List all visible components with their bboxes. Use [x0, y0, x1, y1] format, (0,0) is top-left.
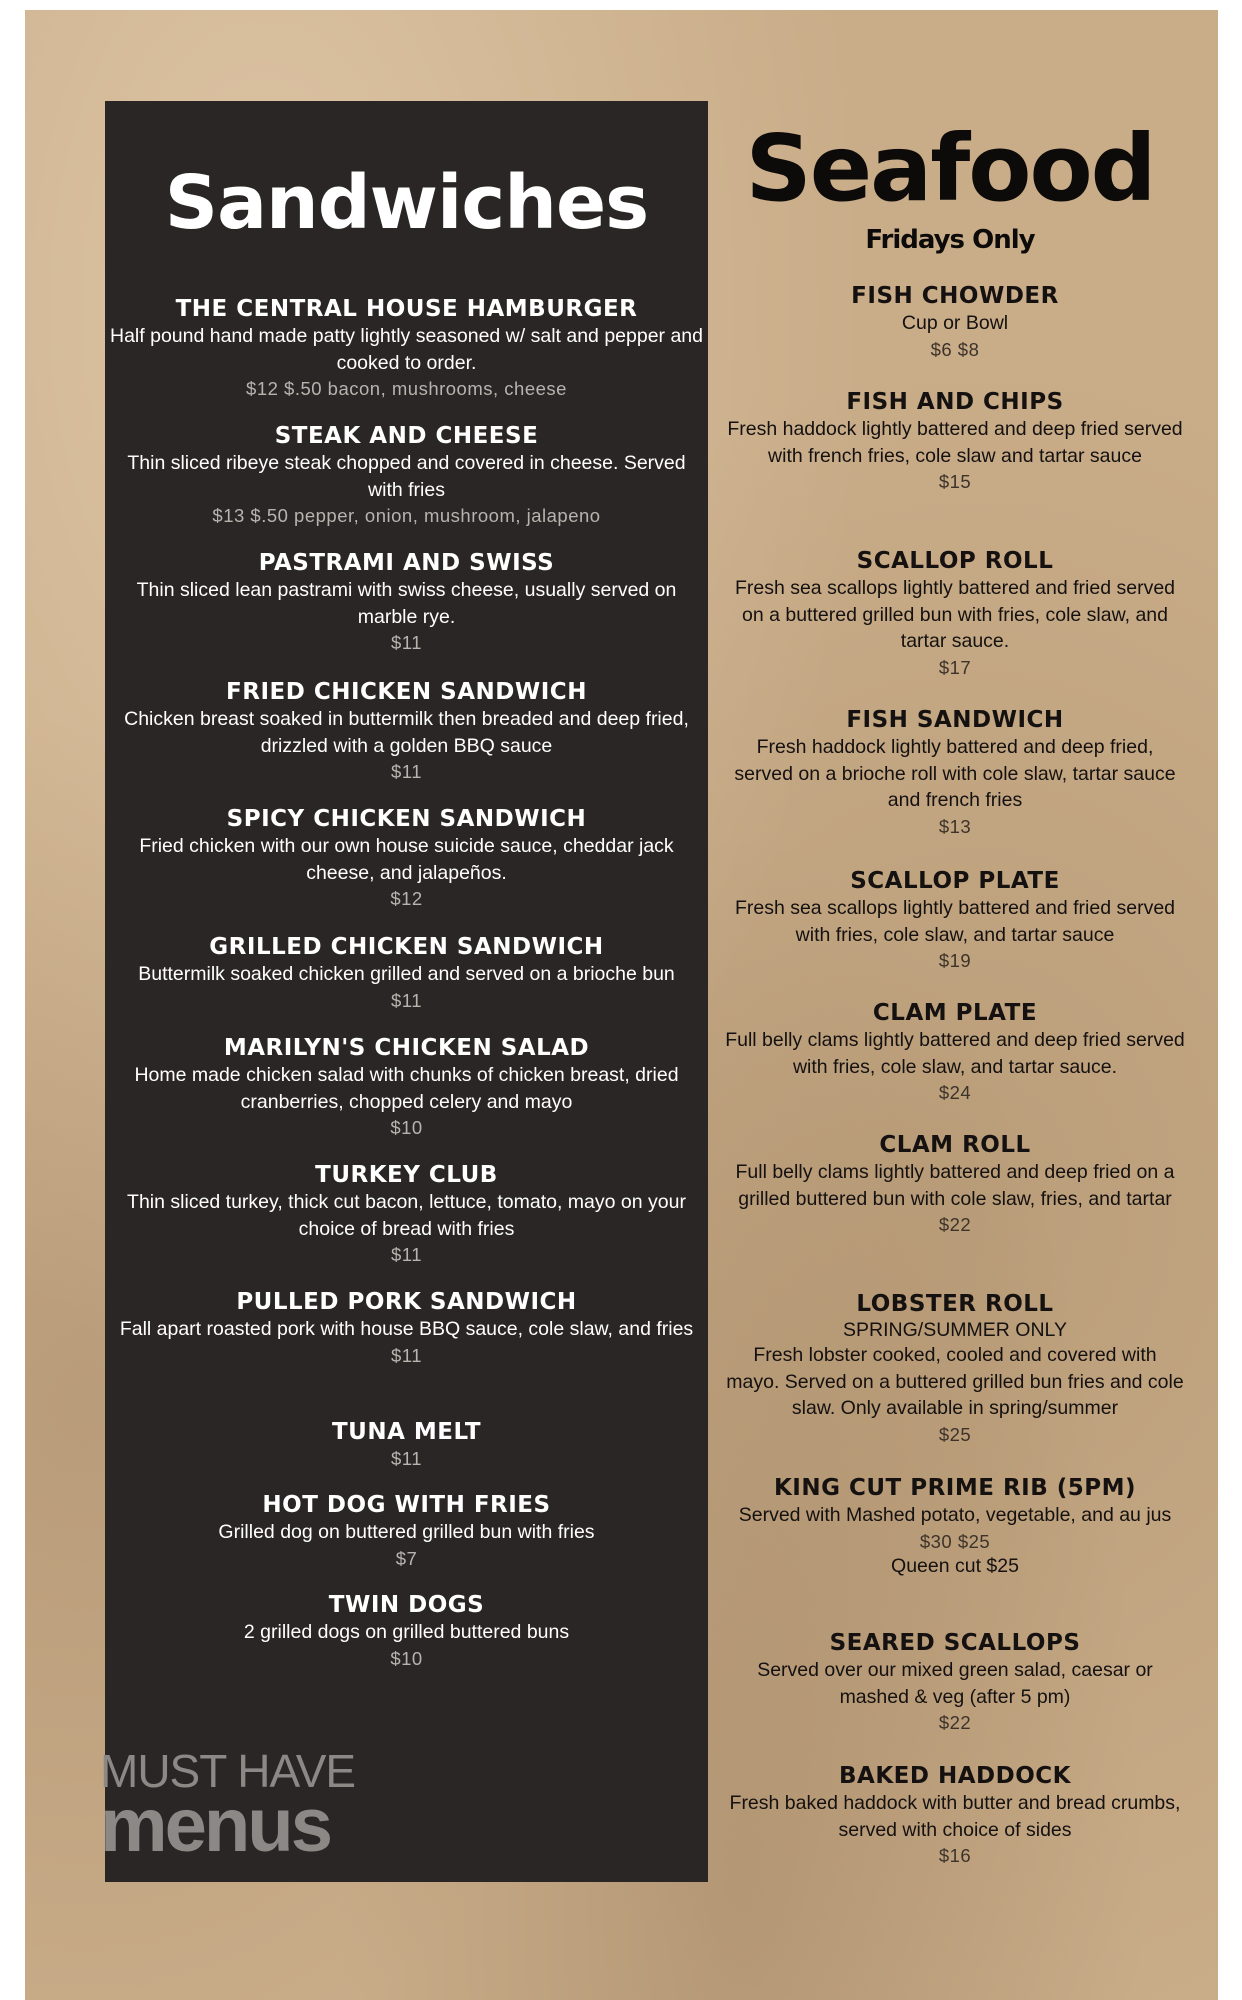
item-price: $16	[938, 1845, 972, 1866]
item-description: Served over our mixed green salad, caesar or mashed & veg (after 5 pm)	[757, 1659, 1153, 1708]
item-price: $24	[938, 1082, 972, 1103]
menu-item	[110, 1418, 703, 1472]
item-name: FISH CHOWDER	[851, 283, 1059, 309]
item-name: LOBSTER ROLL	[856, 1291, 1054, 1317]
item-price: $12	[390, 888, 423, 909]
item-description: Half pound hand made patty lightly seasoned w/ salt and pepper and cooked to order.	[110, 325, 703, 374]
item-note: SPRING/SUMMER ONLY	[843, 1319, 1067, 1341]
item-description: Grilled dog on buttered grilled bun with fries	[218, 1521, 595, 1543]
menu-item	[725, 1629, 1185, 1736]
menu-item	[110, 933, 703, 1014]
menu-item	[110, 422, 703, 529]
item-price: $25	[938, 1423, 972, 1445]
item-description: Fresh baked haddock with butter and bread crumbs, served with choice of sides	[729, 1792, 1181, 1841]
item-price: $11	[391, 989, 422, 1011]
menu-item	[110, 805, 703, 912]
item-price: $11	[391, 1448, 422, 1469]
logo-line-2: menus	[100, 1783, 330, 1868]
item-name: SCALLOP PLATE	[850, 868, 1060, 894]
item-price: $17	[938, 656, 972, 678]
item-description: Served with Mashed potato, vegetable, and au jus	[738, 1504, 1172, 1526]
item-description: Fresh sea scallops lightly battered and fried served on a buttered grilled bun with fries, cole slaw, and tartar sauce.	[734, 577, 1176, 652]
item-name: KING CUT PRIME RIB (5PM)	[773, 1475, 1137, 1501]
item-price: $10	[390, 1647, 423, 1669]
item-description: Fresh lobster cooked, cooled and covered with mayo. Served on a buttered grilled bun fries and cole slaw. Only available in spring/summer	[726, 1344, 1184, 1419]
item-name: CLAM PLATE	[872, 1000, 1038, 1026]
item-price: $19	[938, 950, 972, 971]
item-extra: Queen cut $25	[891, 1554, 1019, 1577]
seafood-subheading: Fridays Only	[865, 225, 1035, 255]
item-name: THE CENTRAL HOUSE HAMBURGER	[175, 296, 638, 322]
item-description: Thin sliced lean pastrami with swiss cheese, usually served on marble rye.	[136, 579, 677, 628]
menu-item	[725, 388, 1185, 495]
item-price: $6 $8	[930, 338, 980, 360]
seafood-heading: Seafood	[745, 115, 1155, 222]
menu-item	[725, 1474, 1185, 1577]
menu-item	[725, 867, 1185, 974]
item-name: PASTRAMI AND SWISS	[258, 550, 555, 576]
logo-line-1: MUST HAVE	[100, 1745, 356, 1797]
sandwiches-heading: Sandwiches	[164, 160, 649, 246]
item-name: SEARED SCALLOPS	[829, 1630, 1081, 1656]
item-price: $11	[391, 632, 422, 653]
item-name: FRIED CHICKEN SANDWICH	[226, 679, 587, 705]
item-price: $7	[395, 1547, 418, 1569]
item-price: $10	[390, 1117, 423, 1138]
menu-item	[110, 1161, 703, 1268]
item-name: FISH AND CHIPS	[846, 389, 1064, 415]
item-price: $13 $.50 pepper, onion, mushroom, jalapeno	[212, 505, 601, 526]
menu-item	[110, 295, 703, 402]
item-price: $11	[391, 1244, 422, 1265]
item-description: Fresh haddock lightly battered and deep fried, served on a brioche roll with cole slaw, tartar sauce and french fries	[734, 736, 1176, 811]
menu-item	[110, 1491, 703, 1572]
item-name: TURKEY CLUB	[315, 1162, 498, 1188]
must-have-menus-logo	[100, 1745, 430, 1868]
item-name: TWIN DOGS	[328, 1592, 485, 1618]
item-name: HOT DOG WITH FRIES	[262, 1492, 551, 1518]
item-name: SCALLOP ROLL	[856, 548, 1054, 574]
item-price: $15	[938, 471, 972, 492]
item-description: Buttermilk soaked chicken grilled and served on a brioche bun	[138, 963, 675, 985]
item-price: $11	[391, 1344, 422, 1366]
menu-item	[725, 1762, 1185, 1869]
menu-item	[725, 1131, 1185, 1238]
item-description: Full belly clams lightly battered and deep fried served with fries, cole slaw, and tartar sauce.	[725, 1029, 1185, 1078]
menu-item	[725, 282, 1185, 363]
menu-item	[110, 678, 703, 785]
item-description: Thin sliced turkey, thick cut bacon, lettuce, tomato, mayo on your choice of bread with fries	[127, 1191, 686, 1240]
item-description: 2 grilled dogs on grilled buttered buns	[243, 1621, 570, 1643]
item-description: Chicken breast soaked in buttermilk then breaded and deep fried, drizzled with a golden BBQ sauce	[124, 708, 689, 757]
item-price: $30 $25	[919, 1530, 991, 1552]
item-description: Fried chicken with our own house suicide sauce, cheddar jack cheese, and jalapeños.	[139, 835, 674, 884]
menu-item	[725, 1290, 1185, 1448]
item-price: $13	[938, 815, 972, 837]
item-name: TUNA MELT	[331, 1419, 482, 1445]
menu-item	[110, 549, 703, 656]
menu-item	[725, 706, 1185, 840]
item-price: $22	[938, 1214, 972, 1235]
menu-item	[110, 1591, 703, 1672]
menu-item	[110, 1034, 703, 1141]
item-description: Home made chicken salad with chunks of chicken breast, dried cranberries, chopped celery and mayo	[134, 1064, 679, 1113]
menu-item	[110, 1288, 703, 1369]
item-name: FISH SANDWICH	[846, 707, 1064, 733]
item-name: MARILYN'S CHICKEN SALAD	[223, 1035, 590, 1061]
item-description: Cup or Bowl	[901, 312, 1009, 334]
item-price: $11	[391, 761, 422, 782]
item-name: PULLED PORK SANDWICH	[236, 1289, 577, 1315]
menu-item	[725, 547, 1185, 681]
item-name: CLAM ROLL	[879, 1132, 1031, 1158]
item-name: GRILLED CHICKEN SANDWICH	[209, 934, 604, 960]
item-name: STEAK AND CHEESE	[274, 423, 539, 449]
menu-item	[725, 999, 1185, 1106]
item-description: Thin sliced ribeye steak chopped and covered in cheese. Served with fries	[127, 452, 686, 501]
item-description: Fall apart roasted pork with house BBQ sauce, cole slaw, and fries	[119, 1318, 694, 1340]
item-price: $22	[938, 1712, 972, 1733]
item-description: Fresh haddock lightly battered and deep fried served with french fries, cole slaw and tartar sauce	[727, 418, 1183, 467]
item-name: BAKED HADDOCK	[839, 1763, 1071, 1789]
item-name: SPICY CHICKEN SANDWICH	[226, 806, 587, 832]
item-description: Fresh sea scallops lightly battered and fried served with fries, cole slaw, and tartar sauce	[734, 897, 1176, 946]
item-description: Full belly clams lightly battered and deep fried on a grilled buttered bun with cole slaw, fries, and tartar	[735, 1161, 1175, 1210]
item-price: $12 $.50 bacon, mushrooms, cheese	[246, 378, 567, 399]
